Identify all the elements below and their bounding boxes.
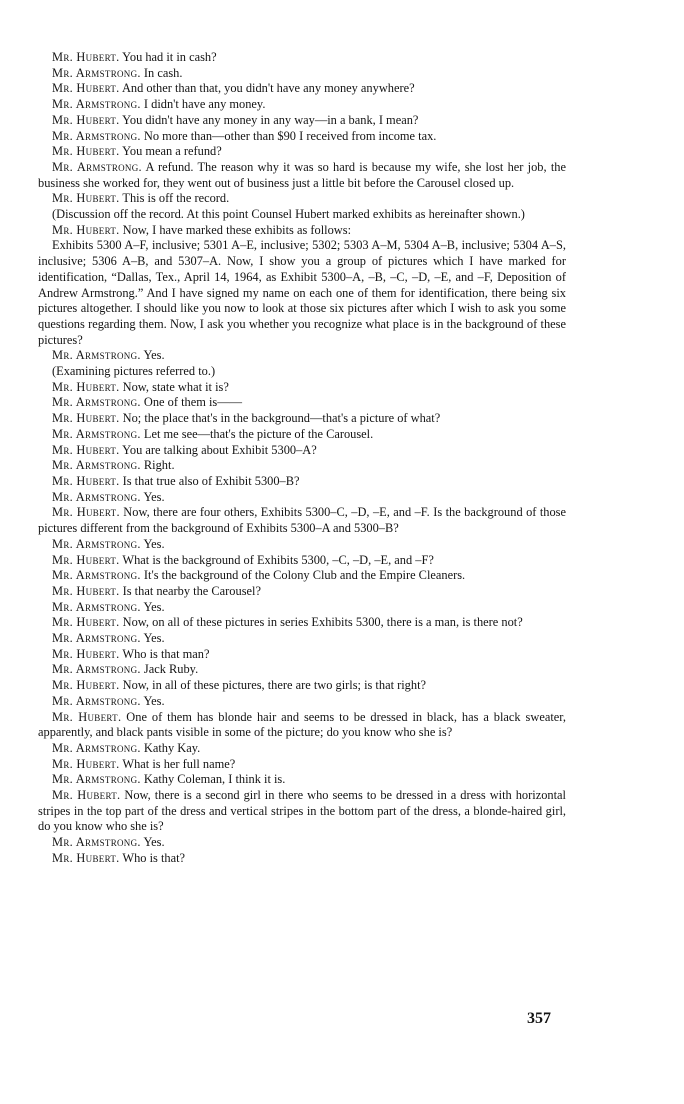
spoken-text: No; the place that's in the background—that's a picture of what? xyxy=(122,411,441,426)
spoken-text: Yes. xyxy=(143,599,165,614)
spoken-text: (Examining pictures referred to.) xyxy=(52,364,216,379)
spoken-text: What is her full name? xyxy=(122,756,236,771)
transcript-paragraph xyxy=(38,678,566,694)
spoken-text: One of them has blonde hair and seems to be dressed in black, has a black sweater, apparently, and black pants visible in some of the picture; do you know who she is? xyxy=(38,709,566,740)
spoken-text: This is off the record. xyxy=(122,191,230,206)
speaker-name: Mr. Armstrong. xyxy=(52,662,141,677)
spoken-text: Yes. xyxy=(143,348,165,363)
transcript-paragraph xyxy=(38,395,566,411)
transcript-paragraph xyxy=(38,694,566,710)
transcript-paragraph xyxy=(38,160,566,191)
spoken-text: You had it in cash? xyxy=(122,50,217,64)
speaker-name: Mr. Hubert. xyxy=(52,50,120,64)
speaker-name: Mr. Armstrong. xyxy=(52,128,141,143)
transcript-paragraph xyxy=(38,97,566,113)
speaker-name: Mr. Armstrong. xyxy=(52,835,141,850)
transcript-paragraph xyxy=(38,788,566,835)
spoken-text: You mean a refund? xyxy=(122,144,222,159)
transcript-paragraph xyxy=(38,238,566,348)
transcript-paragraph xyxy=(38,772,566,788)
speaker-name: Mr. Hubert. xyxy=(52,222,120,237)
transcript-paragraph xyxy=(38,50,566,66)
spoken-text: Who is that man? xyxy=(122,646,210,661)
speaker-name: Mr. Armstrong. xyxy=(52,693,141,708)
transcript-paragraph xyxy=(38,380,566,396)
speaker-name: Mr. Hubert. xyxy=(52,756,120,771)
spoken-text: Exhibits 5300 A–F, inclusive; 5301 A–E, inclusive; 5302; 5303 A–M, 5304 A–B, inclusive; 5304 A–S, inclusive; 5306 A–B, and 5307–A. Now, I show you a group of pictures which I have marked for identification, “Dallas, Tex., April 14, 1964, as Exhibit 5300–A, –B, –C, –D, –E, and –F, Deposition of Andrew Armstrong.” And I have signed my name on each one of them for identification, there being six pictures altogether. I should like you now to look at those six pictures after which I wish to ask you some questions regarding them. Now, I ask you whether you recognize what place is in the background of these pictures? xyxy=(38,238,566,347)
spoken-text: Is that nearby the Carousel? xyxy=(122,583,261,598)
spoken-text: A refund. The reason why it was so hard is because my wife, she lost her job, the business she worked for, they went out of business just a little bit before the Carousel closed up. xyxy=(38,159,566,190)
spoken-text: Who is that? xyxy=(122,850,186,865)
speaker-name: Mr. Hubert. xyxy=(52,442,120,457)
speaker-name: Mr. Armstrong. xyxy=(52,568,141,583)
speaker-name: Mr. Hubert. xyxy=(52,552,120,567)
transcript-paragraph xyxy=(38,348,566,364)
transcript-paragraph xyxy=(38,851,566,867)
transcript-paragraph xyxy=(38,66,566,82)
transcript-paragraph xyxy=(38,113,566,129)
transcript-paragraph xyxy=(38,364,566,380)
speaker-name: Mr. Hubert. xyxy=(52,112,120,127)
speaker-name: Mr. Hubert. xyxy=(52,646,120,661)
spoken-text: Now, I have marked these exhibits as follows: xyxy=(122,222,352,237)
transcript-paragraph xyxy=(38,458,566,474)
spoken-text: Yes. xyxy=(143,693,165,708)
transcript-paragraph xyxy=(38,757,566,773)
speaker-name: Mr. Armstrong. xyxy=(52,97,141,112)
transcript-paragraph xyxy=(38,443,566,459)
transcript-paragraph xyxy=(38,223,566,239)
transcript-paragraph xyxy=(38,474,566,490)
spoken-text: Yes. xyxy=(143,536,165,551)
transcript-paragraph xyxy=(38,81,566,97)
spoken-text: I didn't have any money. xyxy=(143,97,266,112)
transcript-paragraph xyxy=(38,710,566,741)
transcript-paragraph xyxy=(38,537,566,553)
speaker-name: Mr. Hubert. xyxy=(52,850,120,865)
spoken-text: Right. xyxy=(143,458,175,473)
transcript-paragraph xyxy=(38,568,566,584)
transcript-paragraph xyxy=(38,741,566,757)
speaker-name: Mr. Hubert. xyxy=(52,411,120,426)
transcript-paragraph xyxy=(38,553,566,569)
spoken-text: And other than that, you didn't have any money anywhere? xyxy=(121,81,415,96)
spoken-text: You didn't have any money in any way—in a bank, I mean? xyxy=(122,112,419,127)
transcript-paragraph xyxy=(38,505,566,536)
spoken-text: You are talking about Exhibit 5300–A? xyxy=(122,442,317,457)
transcript-paragraph xyxy=(38,584,566,600)
spoken-text: Jack Ruby. xyxy=(143,662,199,677)
speaker-name: Mr. Hubert. xyxy=(52,583,120,598)
transcript-paragraph xyxy=(38,647,566,663)
speaker-name: Mr. Hubert. xyxy=(52,473,120,488)
transcript-paragraph xyxy=(38,207,566,223)
spoken-text: It's the background of the Colony Club and the Empire Cleaners. xyxy=(143,568,466,583)
speaker-name: Mr. Armstrong. xyxy=(52,740,141,755)
speaker-name: Mr. Armstrong. xyxy=(52,348,141,363)
transcript-paragraph xyxy=(38,427,566,443)
speaker-name: Mr. Hubert. xyxy=(52,788,121,803)
spoken-text: Yes. xyxy=(143,835,165,850)
spoken-text: Now, on all of these pictures in series Exhibits 5300, there is a man, is there not? xyxy=(122,615,523,630)
spoken-text: One of them is—— xyxy=(143,395,242,410)
spoken-text: (Discussion off the record. At this point Counsel Hubert marked exhibits as hereinafter shown.) xyxy=(52,207,525,222)
speaker-name: Mr. Armstrong. xyxy=(52,426,141,441)
speaker-name: Mr. Armstrong. xyxy=(52,65,141,80)
spoken-text: Kathy Kay. xyxy=(143,740,201,755)
speaker-name: Mr. Armstrong. xyxy=(52,536,141,551)
spoken-text: What is the background of Exhibits 5300, –C, –D, –E, and –F? xyxy=(122,552,434,567)
spoken-text: Now, state what it is? xyxy=(122,379,229,394)
transcript-paragraph xyxy=(38,600,566,616)
transcript-paragraph xyxy=(38,662,566,678)
transcript-paragraph xyxy=(38,631,566,647)
transcript-paragraph xyxy=(38,490,566,506)
speaker-name: Mr. Armstrong. xyxy=(52,395,141,410)
speaker-name: Mr. Hubert. xyxy=(52,144,120,159)
spoken-text: Now, there are four others, Exhibits 5300–C, –D, –E, and –F. Is the background of those pictures different from the background of Exhibits 5300–A and 5300–B? xyxy=(38,505,566,536)
spoken-text: Yes. xyxy=(143,631,165,646)
speaker-name: Mr. Armstrong. xyxy=(52,631,141,646)
spoken-text: Kathy Coleman, I think it is. xyxy=(143,772,286,787)
spoken-text: Let me see—that's the picture of the Carousel. xyxy=(143,426,374,441)
spoken-text: Is that true also of Exhibit 5300–B? xyxy=(122,473,300,488)
spoken-text: Now, there is a second girl in there who seems to be dressed in a dress with horizontal stripes in the top part of the dress and vertical stripes in the bottom part of the dress, a blonde-haired girl, do you know who she is? xyxy=(38,788,566,834)
spoken-text: In cash. xyxy=(143,65,183,80)
speaker-name: Mr. Hubert. xyxy=(52,615,120,630)
speaker-name: Mr. Hubert. xyxy=(52,709,122,724)
speaker-name: Mr. Armstrong. xyxy=(52,159,142,174)
speaker-name: Mr. Hubert. xyxy=(52,505,120,520)
page-number: 357 xyxy=(527,1010,551,1027)
spoken-text: Yes. xyxy=(143,489,165,504)
speaker-name: Mr. Armstrong. xyxy=(52,489,141,504)
speaker-name: Mr. Hubert. xyxy=(52,379,120,394)
transcript-paragraph xyxy=(38,191,566,207)
speaker-name: Mr. Armstrong. xyxy=(52,599,141,614)
transcript-body xyxy=(38,50,566,867)
spoken-text: Now, in all of these pictures, there are two girls; is that right? xyxy=(122,678,427,693)
speaker-name: Mr. Hubert. xyxy=(52,81,120,96)
speaker-name: Mr. Hubert. xyxy=(52,191,120,206)
speaker-name: Mr. Armstrong. xyxy=(52,772,141,787)
transcript-paragraph xyxy=(38,615,566,631)
transcript-paragraph xyxy=(38,129,566,145)
speaker-name: Mr. Armstrong. xyxy=(52,458,141,473)
speaker-name: Mr. Hubert. xyxy=(52,678,120,693)
spoken-text: No more than—other than $90 I received from income tax. xyxy=(143,128,437,143)
transcript-paragraph xyxy=(38,411,566,427)
transcript-paragraph xyxy=(38,144,566,160)
transcript-paragraph xyxy=(38,835,566,851)
